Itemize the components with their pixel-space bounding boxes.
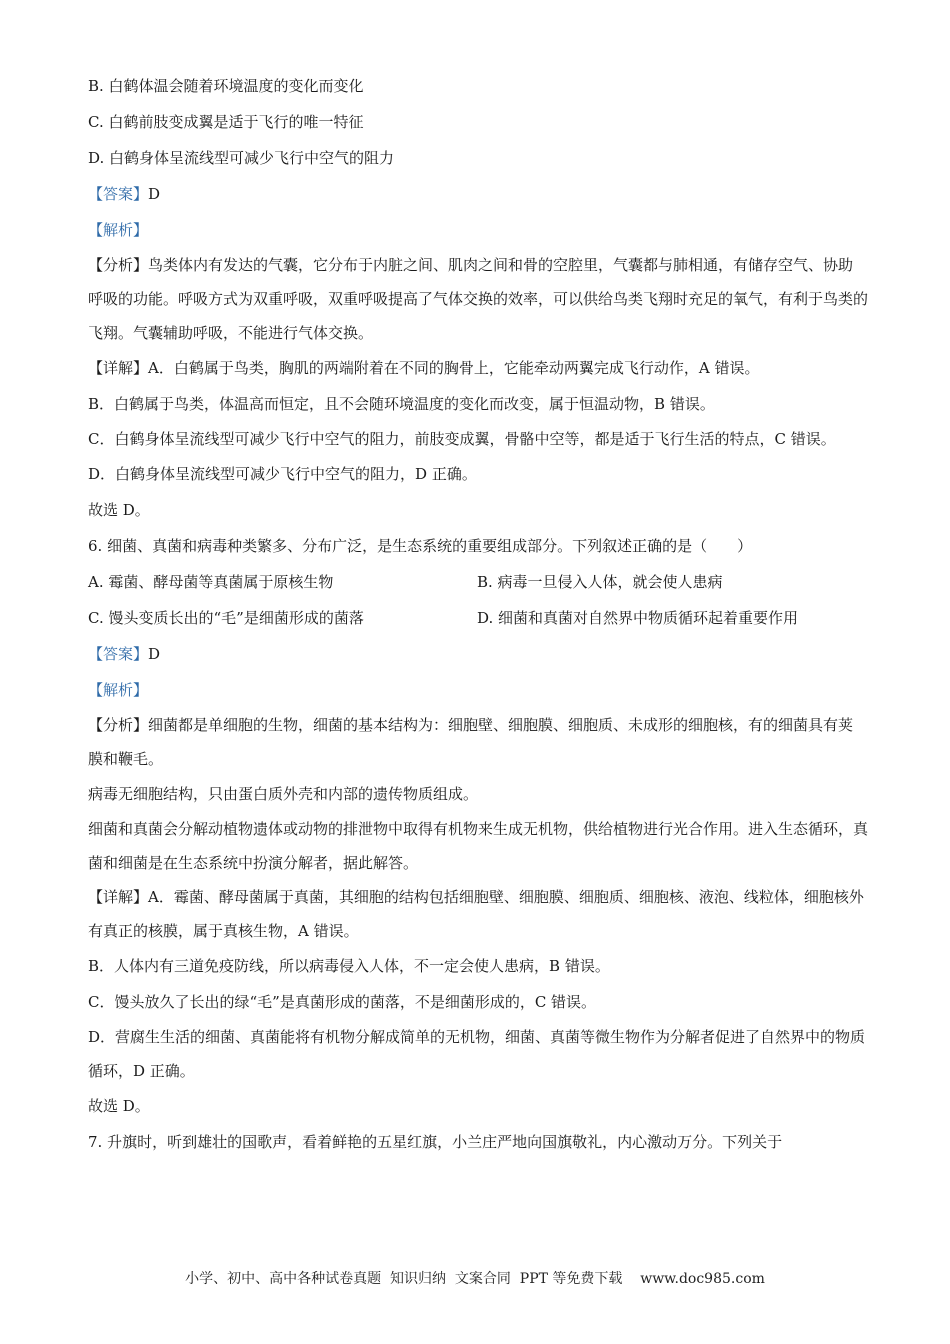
q6-xiangjie-a [88, 880, 868, 948]
q5-xiangjie-b: B．白鹤属于鸟类，体温高而恒定，且不会随环境温度的变化而改变，属于恒温动物，B 错误。 [88, 395, 715, 413]
xiangjie-tag: 【详解】 [88, 888, 149, 906]
q5-answer [88, 176, 868, 212]
answer-tag: 【答案】 [88, 645, 149, 663]
document-body [88, 68, 868, 1160]
answer-tag: 【答案】 [88, 185, 149, 203]
q6-stem: 6. 细菌、真菌和病毒种类繁多、分布广泛，是生态系统的重要组成部分。下列叙述正确的是（ ） [88, 537, 753, 555]
q6-option-b: B. 病毒一旦侵入人体，就会使人患病 [477, 573, 723, 591]
q5-xiangjie-c: C．白鹤身体呈流线型可减少飞行中空气的阻力，前肢变成翼，骨骼中空等，都是适于飞行生活的特点，C 错误。 [88, 430, 836, 448]
q5-analysis-heading [88, 212, 868, 248]
q6-xiangjie-b: B．人体内有三道免疫防线，所以病毒侵入人体，不一定会使人患病，B 错误。 [88, 957, 610, 975]
q5-fenxi [88, 248, 868, 350]
option-b-line: B. 白鹤体温会随着环境温度的变化而变化 [88, 77, 364, 95]
page-footer: 小学、初中、高中各种试卷真题 知识归纳 文案合同 PPT 等免费下载 www.doc985.com [185, 1271, 765, 1287]
answer-value: D [148, 185, 161, 203]
q6-paragraph-2: 病毒无细胞结构，只由蛋白质外壳和内部的遗传物质组成。 [88, 785, 479, 803]
q6-options-row-1 [88, 564, 868, 600]
q6-paragraph-3: 细菌和真菌会分解动植物遗体或动物的排泄物中取得有机物来生成无机物，供给植物进行光合作用。进入生态循环，真菌和细菌是在生态系统中扮演分解者，据此解答。 [88, 820, 869, 872]
fenxi-text: 细菌都是单细胞的生物，细菌的基本结构为：细胞壁、细胞膜、细胞质、未成形的细胞核，有的细菌具有荚膜和鞭毛。 [88, 716, 854, 768]
fenxi-tag: 【分析】 [88, 256, 149, 274]
q5-xiangjie-d: D．白鹤身体呈流线型可减少飞行中空气的阻力，D 正确。 [88, 465, 477, 483]
q6-fenxi [88, 708, 868, 776]
xiangjie-a-text: A．白鹤属于鸟类，胸肌的两端附着在不同的胸骨上，它能牵动两翼完成飞行动作，A 错误。 [148, 359, 760, 377]
fenxi-tag: 【分析】 [88, 716, 149, 734]
q7-stem: 7. 升旗时，听到雄壮的国歌声，看着鲜艳的五星红旗，小兰庄严地向国旗敬礼，内心激动万分。下列关于 [88, 1133, 783, 1151]
analysis-tag: 【解析】 [88, 221, 149, 239]
q6-analysis-heading [88, 672, 868, 708]
q6-xiangjie-d: D．营腐生生活的细菌、真菌能将有机物分解成简单的无机物，细菌、真菌等微生物作为分解者促进了自然界中的物质循环，D 正确。 [88, 1028, 866, 1080]
q6-option-d: D. 细菌和真菌对自然界中物质循环起着重要作用 [477, 609, 799, 627]
q6-option-c: C. 馒头变质长出的“毛”是细菌形成的菌落 [88, 609, 364, 627]
analysis-tag: 【解析】 [88, 681, 149, 699]
fenxi-text: 鸟类体内有发达的气囊，它分布于内脏之间、肌肉之间和骨的空腔里，气囊都与肺相通，有储存空气、协助呼吸的功能。呼吸方式为双重呼吸，双重呼吸提高了气体交换的效率，可以供给鸟类飞翔时充足的氧气，有利于鸟类的飞翔。气囊辅助呼吸，不能进行气体交换。 [88, 256, 869, 342]
option-c-line: C. 白鹤前肢变成翼是适于飞行的唯一特征 [88, 113, 364, 131]
q6-conclusion: 故选 D。 [88, 1097, 150, 1115]
xiangjie-tag: 【详解】 [88, 359, 149, 377]
q5-xiangjie-a [88, 350, 868, 386]
q6-option-a: A. 霉菌、酵母菌等真菌属于原核生物 [88, 573, 334, 591]
option-d-line: D. 白鹤身体呈流线型可减少飞行中空气的阻力 [88, 149, 395, 167]
q6-options-row-2 [88, 600, 868, 636]
q5-conclusion: 故选 D。 [88, 501, 150, 519]
q6-answer [88, 636, 868, 672]
answer-value: D [148, 645, 161, 663]
xiangjie-a-text: A．霉菌、酵母菌属于真菌，其细胞的结构包括细胞壁、细胞膜、细胞质、细胞核、液泡、线粒体，细胞核外有真正的核膜，属于真核生物，A 错误。 [88, 888, 864, 940]
q6-xiangjie-c: C．馒头放久了长出的绿“毛”是真菌形成的菌落，不是细菌形成的，C 错误。 [88, 993, 597, 1011]
